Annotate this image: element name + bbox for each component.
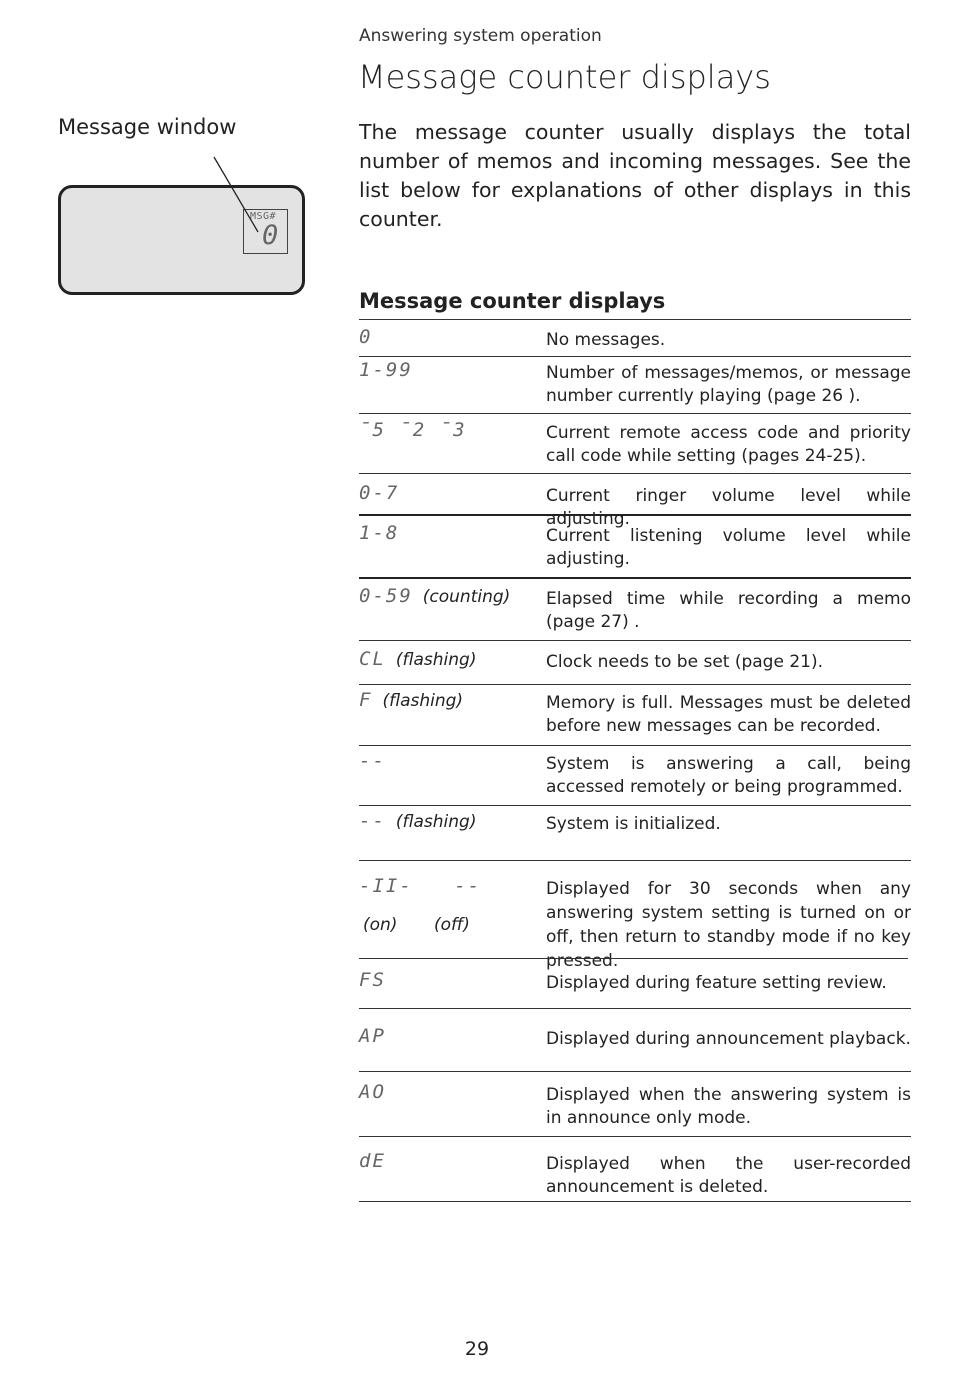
table-row: [359, 868, 911, 971]
display-description: No messages.: [546, 330, 666, 350]
display-description: Clock needs to be set (page 21).: [546, 652, 824, 672]
table-rule: [359, 1136, 911, 1137]
display-code: -II-: [359, 875, 413, 897]
table-rule: [359, 860, 911, 861]
display-description: System is answering a call, being accessed remotely or being programmed.: [546, 754, 911, 797]
display-description: Number of messages/memos, or message number currently playing (page 26 ).: [546, 363, 911, 406]
table-rule: [359, 577, 911, 579]
table-rule: [359, 413, 911, 414]
display-description: Displayed for 30 seconds when any answering system setting is turned on or off, then return to standby mode if no key pressed.: [546, 879, 911, 971]
on-label: (on): [363, 915, 398, 935]
page-title: Message counter displays: [358, 58, 771, 96]
display-code: AP: [359, 1025, 386, 1047]
display-code: CL: [359, 648, 386, 670]
table-rule: [359, 1201, 911, 1202]
table-rule: [359, 640, 911, 641]
table-rule: [359, 356, 911, 357]
message-window-tag: MSG#: [250, 211, 277, 222]
table-rule: [359, 473, 911, 474]
section-title: Answering system operation: [359, 26, 602, 46]
page-number: 29: [464, 1338, 490, 1360]
display-note: (flashing): [382, 691, 464, 711]
display-note: (flashing): [395, 812, 477, 832]
display-description: Displayed during feature setting review.: [546, 973, 887, 993]
display-code-off: --: [454, 875, 482, 897]
display-description: System is initialized.: [546, 814, 721, 834]
display-code: ¯5 ¯2 ¯3: [359, 419, 467, 441]
display-code: 1-99: [359, 359, 413, 381]
display-description: Displayed during announcement playback.: [546, 1029, 911, 1049]
intro-paragraph: The message counter usually displays the total number of memos and incoming messages. See the list below for explanations of other displays in this counter.: [359, 120, 911, 231]
display-code: FS: [359, 969, 386, 991]
table-rule: [359, 805, 911, 806]
display-description: Displayed when the answering system is in announce only mode.: [546, 1085, 911, 1128]
table-rule: [359, 745, 911, 746]
display-code: 1-8: [359, 522, 400, 544]
display-description: Elapsed time while recording a memo (page 27) .: [546, 589, 911, 632]
display-code: 0: [359, 326, 373, 348]
table-rule: [359, 684, 911, 685]
display-code: --: [359, 750, 386, 772]
off-label: (off): [434, 915, 470, 935]
table-heading: Message counter displays: [359, 289, 666, 313]
display-code: F: [359, 689, 373, 711]
display-description: Current listening volume level while adjusting.: [546, 526, 911, 569]
table-rule: [359, 958, 908, 959]
display-note: (counting): [422, 587, 511, 607]
display-description: Memory is full. Messages must be deleted before new messages can be recorded.: [546, 693, 911, 736]
display-description: Displayed when the user-recorded announcement is deleted.: [546, 1154, 911, 1197]
table-rule: [359, 1008, 911, 1009]
table-rule: [359, 514, 911, 516]
message-window-digit: 0: [262, 220, 279, 251]
display-description: Current remote access code and priority call code while setting (pages 24-25).: [546, 423, 911, 466]
table-rule: [359, 1071, 911, 1072]
display-code: AO: [359, 1081, 386, 1103]
display-description: Current ringer volume level while adjusting.: [546, 486, 911, 529]
display-code: 0-59: [359, 585, 413, 607]
message-window-label: Message window: [58, 115, 237, 139]
display-code: dE: [359, 1150, 386, 1172]
display-code: --: [359, 810, 386, 832]
table-rule: [359, 319, 911, 320]
display-note: (flashing): [395, 650, 477, 670]
display-code: 0-7: [359, 482, 400, 504]
